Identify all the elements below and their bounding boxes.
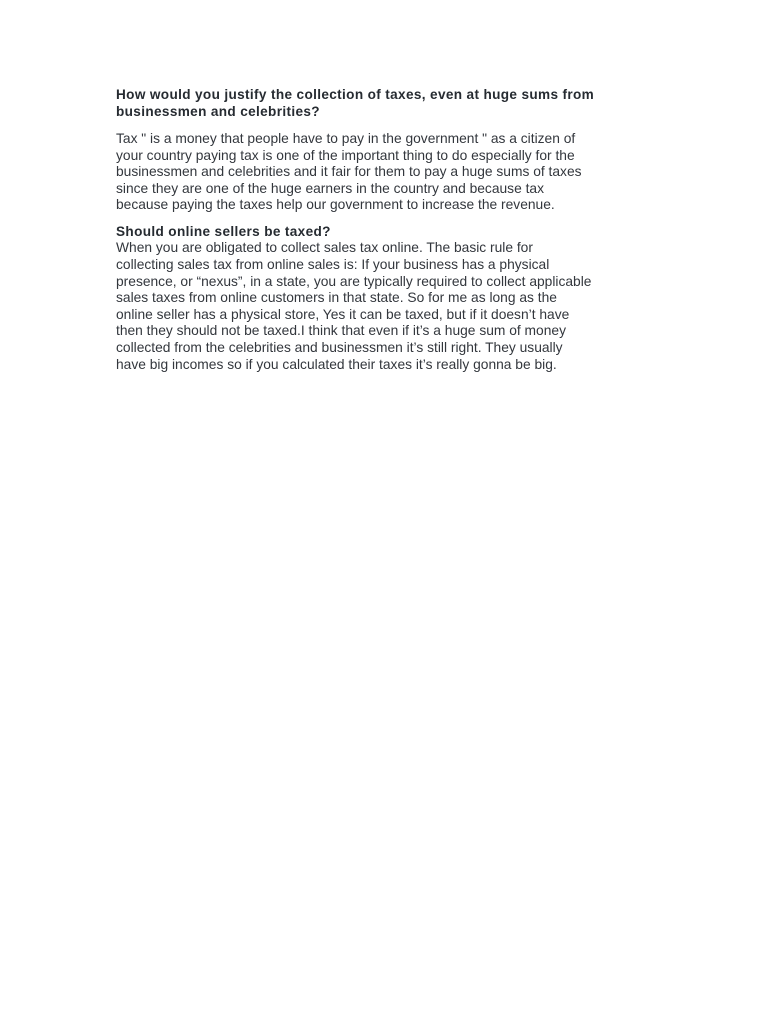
paragraph-line: have big incomes so if you calculated their taxes it’s really gonna be big. bbox=[116, 356, 557, 372]
paragraph-line: businessmen and celebrities and it fair for them to pay a huge sums of taxes bbox=[116, 164, 582, 180]
paragraph-line: When you are obligated to collect sales tax online. The basic rule for bbox=[116, 240, 533, 256]
paragraph-line: collected from the celebrities and businessmen it’s still right. They usually bbox=[116, 340, 563, 356]
question-heading-1 bbox=[116, 87, 656, 120]
paragraph-line: online seller has a physical store, Yes it can be taxed, but if it doesn’t have bbox=[116, 306, 570, 322]
paragraph-line: collecting sales tax from online sales is: If your business has a physical bbox=[116, 257, 550, 273]
paragraph-line: Tax " is a money that people have to pay in the government " as a citizen of bbox=[116, 131, 576, 146]
paragraph-line: your country paying tax is one of the important thing to do especially for the bbox=[116, 147, 575, 163]
heading-line: Should online sellers be taxed? bbox=[116, 223, 331, 239]
paragraph-line: sales taxes from online customers in that state. So for me as long as the bbox=[116, 290, 557, 306]
answer-paragraph-2 bbox=[116, 240, 656, 373]
paragraph-line: presence, or “nexus”, in a state, you are typically required to collect applicable bbox=[116, 273, 592, 289]
paragraph-line: then they should not be taxed.I think that even if it’s a huge sum of money bbox=[116, 323, 566, 339]
question-heading-2 bbox=[116, 224, 656, 241]
answer-paragraph-1 bbox=[116, 131, 656, 214]
heading-line: How would you justify the collection of taxes, even at huge sums from bbox=[116, 87, 595, 102]
paragraph-line: because paying the taxes help our government to increase the revenue. bbox=[116, 197, 555, 213]
paragraph-line: since they are one of the huge earners in the country and because tax bbox=[116, 180, 544, 196]
document-page bbox=[116, 87, 656, 373]
heading-line: businessmen and celebrities? bbox=[116, 103, 320, 119]
